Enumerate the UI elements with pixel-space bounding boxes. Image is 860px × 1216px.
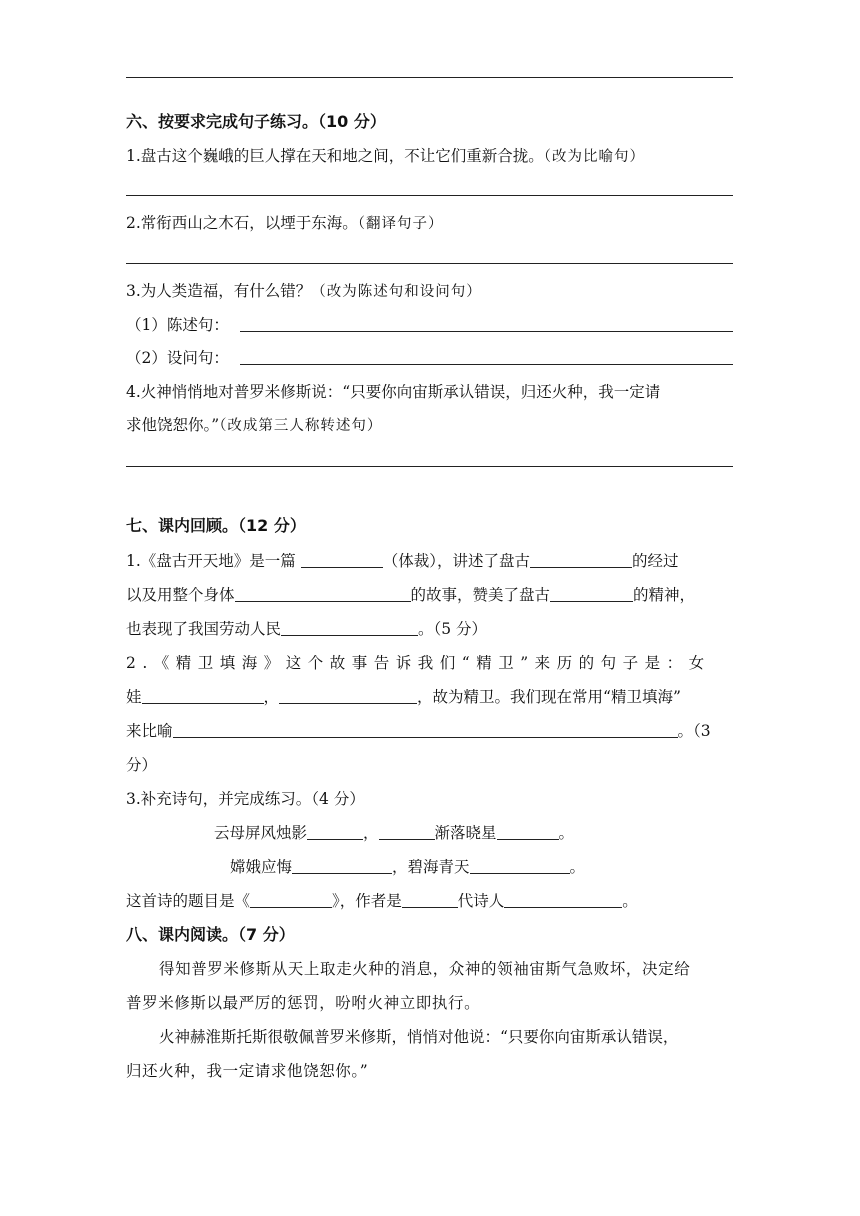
- s6-q1: [126, 146, 645, 167]
- s8-p2-line2: 归还火种，我一定请求他饶恕你。”: [126, 1062, 369, 1080]
- s7-poem2-c: 。: [569, 858, 586, 876]
- s7-poem2-blank-1[interactable]: [292, 857, 392, 874]
- s7-poem1-a: 云母屏风烛影: [214, 824, 308, 842]
- s6-q3-rhetorical-label: （2）设问句：: [126, 349, 229, 367]
- s7-q1-c: 的经过: [631, 552, 679, 570]
- s6-q4-text: 求他饶恕你。”: [126, 416, 220, 434]
- s7-q2-blank-1[interactable]: [142, 687, 264, 704]
- s7-q3-c: 代诗人: [457, 892, 505, 910]
- s7-q1-d: 以及用整个身体: [126, 586, 235, 604]
- s7-q2-line1: 2.《精卫填海》这个故事告诉我们“精卫”来历的句子是：女: [126, 654, 711, 672]
- s7-q2-c: ，故为精卫。我们现在常用“精卫填海”: [417, 688, 681, 706]
- s8-p1-line2: 普罗米修斯以最严厉的惩罚，吩咐火神立即执行。: [126, 994, 481, 1012]
- s6-q3-text: 3.为人类造福，有什么错？: [126, 282, 312, 300]
- s7-q1-line3: [126, 619, 487, 639]
- s7-q1-f: 的精神，: [633, 586, 696, 604]
- s7-q1-blank-genre[interactable]: [301, 551, 383, 568]
- s7-q3-a: 这首诗的题目是《: [126, 892, 251, 910]
- s7-poem-line1: [214, 823, 574, 843]
- s6-q2: [126, 213, 444, 234]
- s6-q1-answer-line[interactable]: [126, 195, 733, 196]
- s6-q2-text: 2.常衔西山之木石，以堙于东海。: [126, 214, 358, 232]
- s7-poem1-blank-2[interactable]: [379, 823, 435, 840]
- s7-q3-blank-title[interactable]: [250, 891, 332, 908]
- s6-q2-answer-line[interactable]: [126, 263, 733, 264]
- s7-poem-line2: [230, 857, 585, 877]
- s7-poem2-blank-2[interactable]: [470, 857, 570, 874]
- answer-line-top: [126, 77, 733, 78]
- s7-q2-line4: 分）: [126, 756, 158, 774]
- s7-poem1-blank-3[interactable]: [497, 823, 559, 840]
- s7-q1-blank-people[interactable]: [281, 619, 418, 636]
- s7-q1-blank-body[interactable]: [235, 585, 411, 602]
- s7-q1-b: （体裁），讲述了盘古: [382, 552, 530, 570]
- s6-q3-hint: （改为陈述句和设问句）: [311, 284, 482, 300]
- s7-q2-a: 娃: [126, 688, 142, 706]
- s6-q3-declarative-label: （1）陈述句：: [126, 316, 229, 334]
- s7-poem1-c: 渐落晓星: [434, 824, 497, 842]
- section-7-title: 七、课内回顾。（12 分）: [126, 516, 306, 535]
- s7-q1-line2: [126, 585, 695, 605]
- section-8-title: 八、课内阅读。（7 分）: [126, 925, 295, 944]
- s6-q4-answer-line[interactable]: [126, 466, 733, 467]
- s7-q1-h: 。（5 分）: [418, 620, 488, 638]
- s7-q3-b: 》，作者是: [332, 892, 402, 910]
- s7-q1-blank-spirit[interactable]: [550, 585, 633, 602]
- s6-q1-text: 1.盘古这个巍峨的巨人撑在天和地之间，不让它们重新合拢。: [126, 147, 544, 165]
- s7-q3-blank-poet[interactable]: [504, 891, 622, 908]
- s7-poem1-b: ，: [363, 824, 379, 842]
- s7-poem1-d: 。: [558, 824, 575, 842]
- s7-poem1-blank-1[interactable]: [307, 823, 363, 840]
- s8-p1-line1: 得知普罗米修斯从天上取走火种的消息，众神的领袖宙斯气急败坏，决定给: [159, 960, 691, 978]
- s7-poem2-b: ，碧海青天: [392, 858, 470, 876]
- s6-q4-line2: [126, 415, 382, 436]
- section-6-title: 六、按要求完成句子练习。（10 分）: [126, 112, 386, 131]
- s7-q1-blank-process[interactable]: [530, 551, 632, 568]
- s6-q3: [126, 281, 482, 302]
- s7-q2-b: ，: [263, 688, 280, 706]
- s7-q2-blank-metaphor[interactable]: [173, 721, 678, 738]
- s7-q2-line3: [126, 721, 711, 741]
- s7-q2-d: 来比喻: [126, 722, 173, 740]
- s7-q2-e: 。（3: [677, 722, 711, 740]
- s7-q1-e: 的故事，赞美了盘古: [410, 586, 551, 604]
- s6-q4-hint: （改成第三人称转述句）: [219, 418, 383, 434]
- s6-q2-hint: （翻译句子）: [357, 216, 444, 232]
- s7-q2-blank-2[interactable]: [279, 687, 417, 704]
- s7-q2-line2: [126, 687, 681, 707]
- s6-q3-declarative-line[interactable]: [240, 331, 733, 332]
- s7-q3-answer: [126, 891, 638, 911]
- s7-poem2-a: 嫦娥应悔: [230, 858, 293, 876]
- s8-p2-line1: 火神赫淮斯托斯很敬佩普罗米修斯，悄悄对他说：“只要你向宙斯承认错误，: [159, 1028, 679, 1046]
- s6-q3-rhetorical-line[interactable]: [240, 364, 733, 365]
- s7-q3-blank-dynasty[interactable]: [402, 891, 458, 908]
- s7-q3-title: 3.补充诗句，并完成练习。（4 分）: [126, 790, 365, 808]
- s6-q4-line1: 4.火神悄悄地对普罗米修斯说：“只要你向宙斯承认错误，归还火种，我一定请: [126, 383, 661, 401]
- s7-q1-g: 也表现了我国劳动人民: [126, 620, 282, 638]
- s6-q1-hint: （改为比喻句）: [543, 149, 646, 165]
- s7-q1-line1: [126, 551, 679, 571]
- s7-q3-d: 。: [622, 892, 638, 910]
- s7-q1-a: 1.《盘古开天地》是一篇: [126, 552, 301, 570]
